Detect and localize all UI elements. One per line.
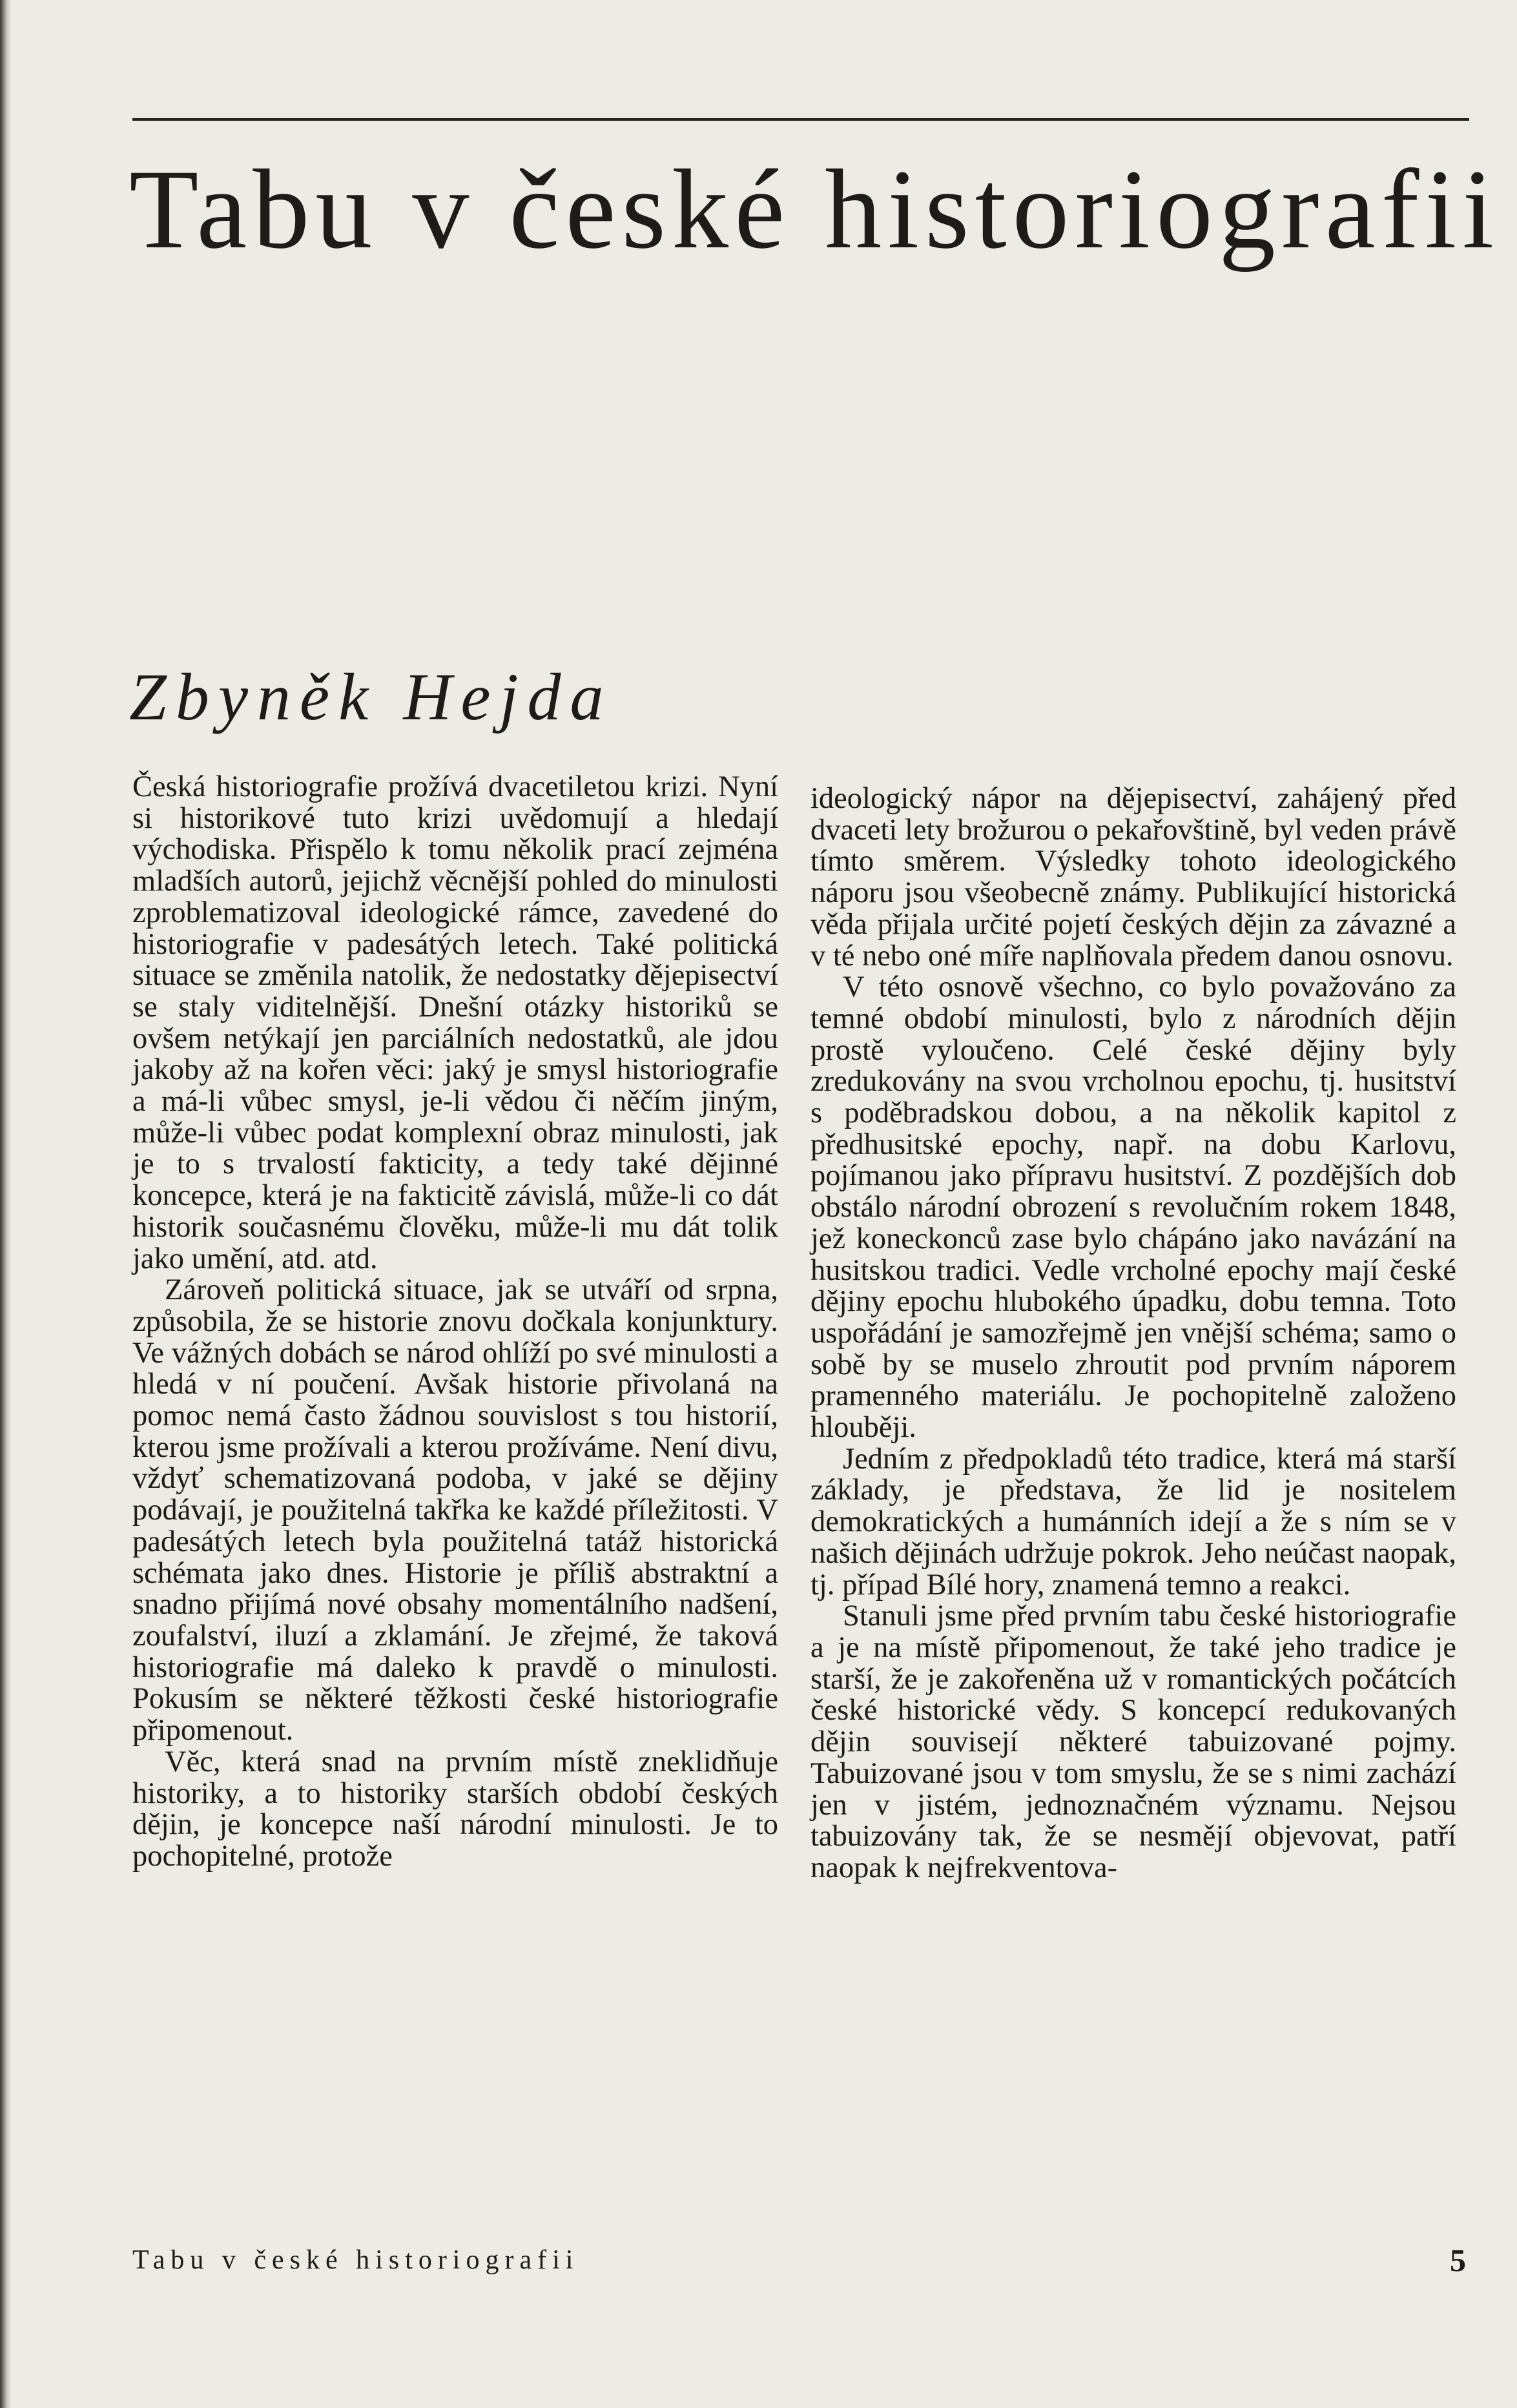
right-column xyxy=(810,783,1456,1884)
page-number: 5 xyxy=(1450,2242,1466,2278)
binding-edge xyxy=(0,0,12,2408)
paragraph: Zároveň politická situace, jak se utváří od srpna, způsobila, že se historie znovu dočkala konjunktury. Ve vážných dobách se národ ohlíží po své minulosti a hledá v ní poučení. Avšak historie přivolaná na pomoc nemá často žádnou souvislost s tou historií, kterou jsme prožívali a kterou prožíváme. Není divu, vždyť schematizovaná podoba, v jaké se dějiny podávají, je použitelná takřka ke každé příležitosti. V padesátých letech byla použitelná tatáž historická schémata jako dnes. Historie je příliš abstraktní a snadno přijímá nové obsahy momentálního nadšení, zoufalství, iluzí a zklamání. Je zřejmé, že taková historiografie má daleko k pravdě o minulosti. Pokusím se některé těžkosti české historiografie připomenout. xyxy=(132,1273,778,1747)
running-footer-title: Tabu v české historiografii xyxy=(132,2245,579,2275)
article-title: Tabu v české historiografii xyxy=(129,147,1500,273)
paragraph: ideologický nápor na dějepisectví, zahájený před dvaceti lety brožurou o pekařovštině, byl veden právě tímto směrem. Výsledky tohoto ideologického náporu jsou všeobecně známy. Publikující historická věda přijala určité pojetí českých dějin za závazné a v té nebo oné míře naplňovala předem danou osnovu. xyxy=(810,782,1456,972)
paragraph: Věc, která snad na prvním místě zneklidňuje historiky, a to historiky starších období českých dějin, je koncepce naší národní minulosti. Je to pochopitelné, protože xyxy=(132,1745,778,1873)
header-rule xyxy=(132,118,1469,121)
paragraph: Česká historiografie prožívá dvacetiletou krizi. Nyní si historikové tuto krizi uvědomují a hledají východiska. Přispělo k tomu několik prací zejména mladších autorů, jejichž věcnější pohled do minulosti zproblematizoval ideologické rámce, zavedené do historiografie v padesátých letech. Také politická situace se změnila natolik, že nedostatky dějepisectví se staly viditelnější. Dnešní otázky historiků se ovšem netýkají jen parciálních nedostatků, ale jdou jakoby až na kořen věci: jaký je smysl historiografie a má-li vůbec smysl, je-li vědou či něčím jiným, může-li vůbec podat komplexní obraz minulosti, jak je to s trvalostí fakticity, a tedy také dějinné koncepce, která je na fakticitě závislá, může-li co dát historik současnému člověku, může-li mu dát tolik jako umění, atd. atd. xyxy=(132,770,778,1275)
paragraph: Stanuli jsme před prvním tabu české historiografie a je na místě připomenout, že také jeho tradice je starší, že je zakořeněna už v romantických počátcích české historické vědy. S koncepcí redukovaných dějin souvisejí některé tabuizované pojmy. Tabuizované jsou v tom smyslu, že se s nimi zachází jen v jistém, jednoznačném významu. Nejsou tabuizovány tak, že se nesmějí objevovat, patří naopak k nejfrekventova- xyxy=(810,1600,1456,1884)
left-column xyxy=(132,772,778,1873)
author-name: Zbyněk Hejda xyxy=(129,660,613,734)
paragraph: V této osnově všechno, co bylo považováno za temné období minulosti, bylo z národních dějin prostě vyloučeno. Celé české dějiny byly zredukovány na svou vrcholnou epochu, tj. husitství s poděbradskou dobou, a na několik kapitol z předhusitské epochy, např. na dobu Karlovu, pojímanou jako přípravu husitství. Z pozdějších dob obstálo národní obrození s revolučním rokem 1848, jež koneckonců zase bylo chápáno jako navázání na husitskou tradici. Vedle vrcholné epochy mají české dějiny epochu hlubokého úpadku, dobu temna. Toto uspořádání je samozřejmě jen vnější schéma; samo o sobě by se muselo zhroutit pod prvním náporem pramenného materiálu. Je pochopitelně založeno hlouběji. xyxy=(810,971,1456,1445)
paragraph: Jedním z předpokladů této tradice, která má starší základy, je představa, že lid je nositelem demokratických a humánních idejí a že s ním se v našich dějinách udržuje pokrok. Jeho neúčast naopak, tj. případ Bílé hory, znamená temno a reakci. xyxy=(810,1442,1456,1601)
